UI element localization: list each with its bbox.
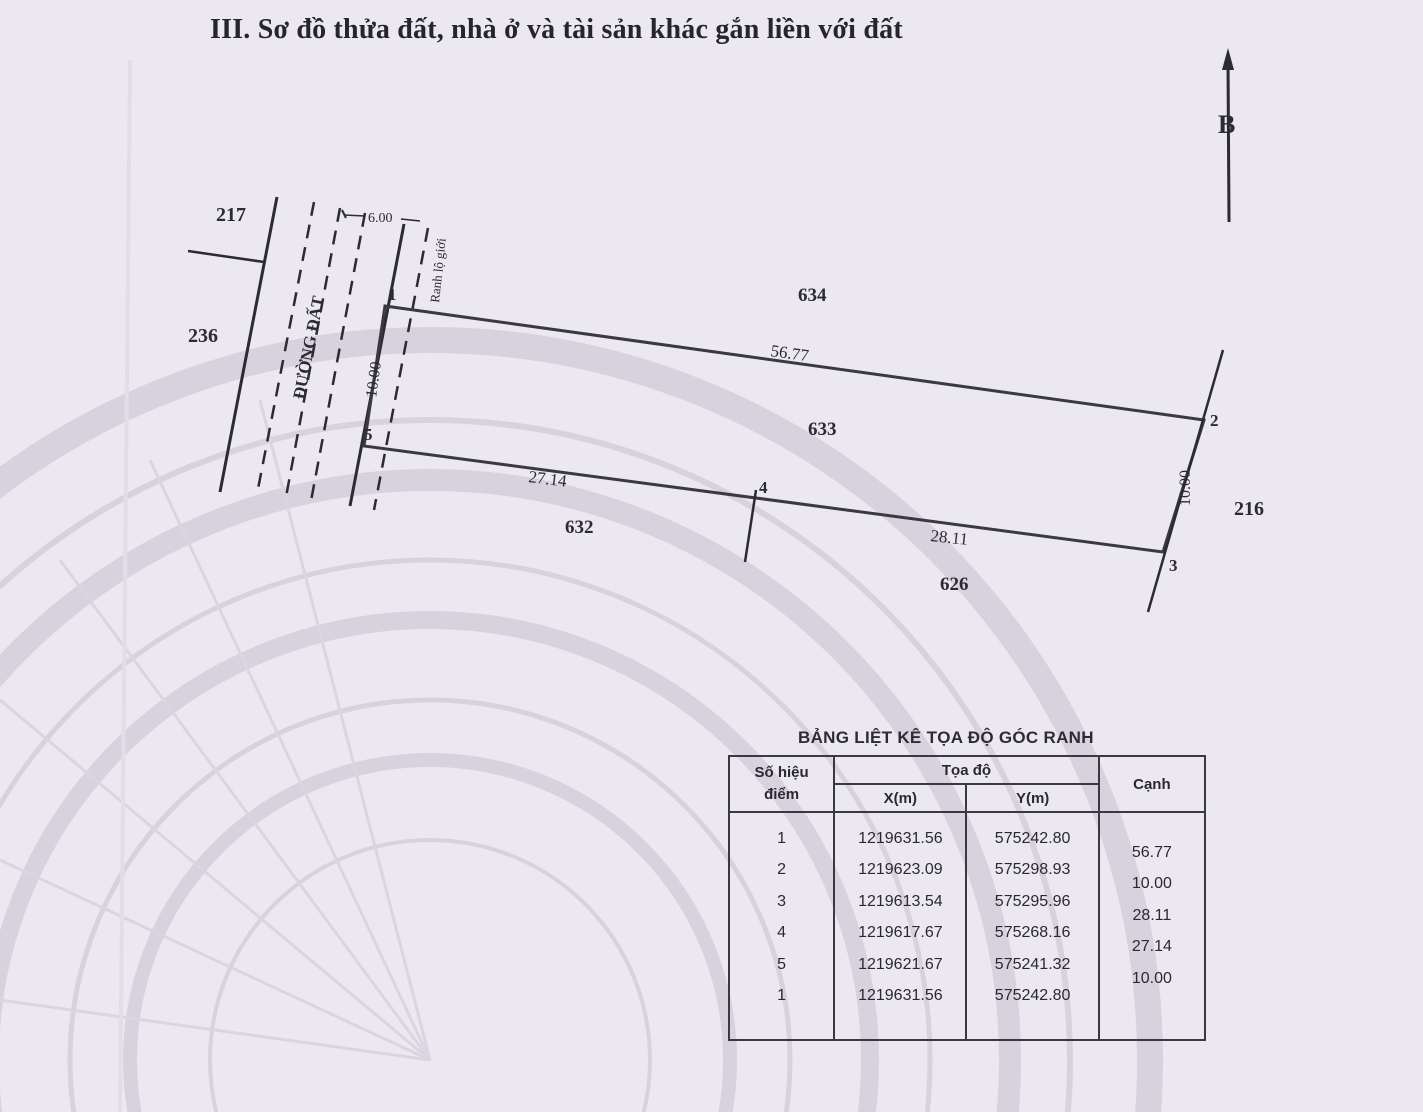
x-value: 1219631.56 [858, 830, 943, 847]
edge-column [1099, 812, 1205, 1011]
parcel-632: 632 [565, 517, 594, 538]
x-value: 1219623.09 [858, 861, 943, 879]
coords-table [728, 755, 1206, 1041]
parcel-217: 217 [216, 204, 246, 226]
edge-1-2: 56.77 [769, 341, 810, 366]
parcel-216: 216 [1234, 498, 1264, 520]
point-3: 3 [1169, 556, 1178, 575]
edge-length: 10.00 [1131, 875, 1172, 893]
point-1: 1 [388, 285, 397, 304]
parcel-634: 634 [798, 285, 827, 306]
y-value: 575295.96 [994, 892, 1071, 910]
edge-3-4: 28.11 [929, 526, 969, 549]
road-name: ĐƯỜNG ĐẤT [289, 294, 328, 401]
edge-length: 10.00 [1131, 969, 1172, 987]
y-value: 575242.80 [994, 830, 1071, 847]
header-edge: Cạnh [1099, 756, 1205, 812]
table-footer-cell [729, 1011, 834, 1040]
edge-5-1: 10.00 [363, 360, 385, 399]
parcel-236: 236 [188, 325, 218, 347]
table-footer-cell [1099, 1011, 1205, 1040]
y-value: 575268.16 [994, 924, 1071, 942]
point-id: 4 [777, 924, 787, 942]
header-x: X(m) [834, 784, 966, 812]
road-width-label: 6.00 [368, 211, 393, 226]
x-column [834, 812, 966, 1011]
header-point: Số hiệu điểm [729, 756, 834, 812]
header-y: Y(m) [966, 784, 1098, 812]
point-id: 1 [777, 986, 787, 1004]
point-id: 2 [777, 861, 787, 879]
point-id: 3 [777, 892, 787, 910]
y-value: 575241.32 [994, 955, 1071, 973]
coords-table-title: BẢNG LIỆT KÊ TỌA ĐỘ GÓC RANH [798, 728, 1094, 747]
x-value: 1219613.54 [858, 892, 943, 910]
point-id-column [729, 812, 834, 1011]
boundary-label: Ranh lộ giới [427, 237, 449, 304]
y-value: 575298.93 [994, 861, 1071, 879]
section-heading: III. Sơ đồ thửa đất, nhà ở và tài sản khác gắn liền với đất [210, 14, 903, 45]
point-id: 5 [777, 955, 787, 973]
edge-4-5: 27.14 [527, 467, 568, 491]
x-value: 1219617.67 [858, 924, 943, 942]
point-id: 1 [777, 830, 787, 847]
x-value: 1219631.56 [858, 986, 943, 1004]
y-column [966, 812, 1098, 1011]
point-2: 2 [1210, 411, 1219, 430]
edge-length: 56.77 [1131, 844, 1172, 861]
table-footer-cell [834, 1011, 966, 1040]
x-value: 1219621.67 [858, 955, 943, 973]
point-4: 4 [759, 478, 768, 497]
edge-2-3: 10.00 [1177, 470, 1194, 506]
header-coords: Tọa độ [834, 756, 1099, 784]
point-5: 5 [364, 425, 373, 444]
edge-length: 28.11 [1132, 906, 1172, 924]
parcel-626: 626 [940, 574, 969, 595]
edge-length: 27.14 [1131, 938, 1172, 956]
north-label: B [1218, 110, 1236, 139]
table-footer-cell [966, 1011, 1098, 1040]
y-value: 575242.80 [994, 986, 1071, 1004]
parcel-633: 633 [808, 419, 837, 440]
